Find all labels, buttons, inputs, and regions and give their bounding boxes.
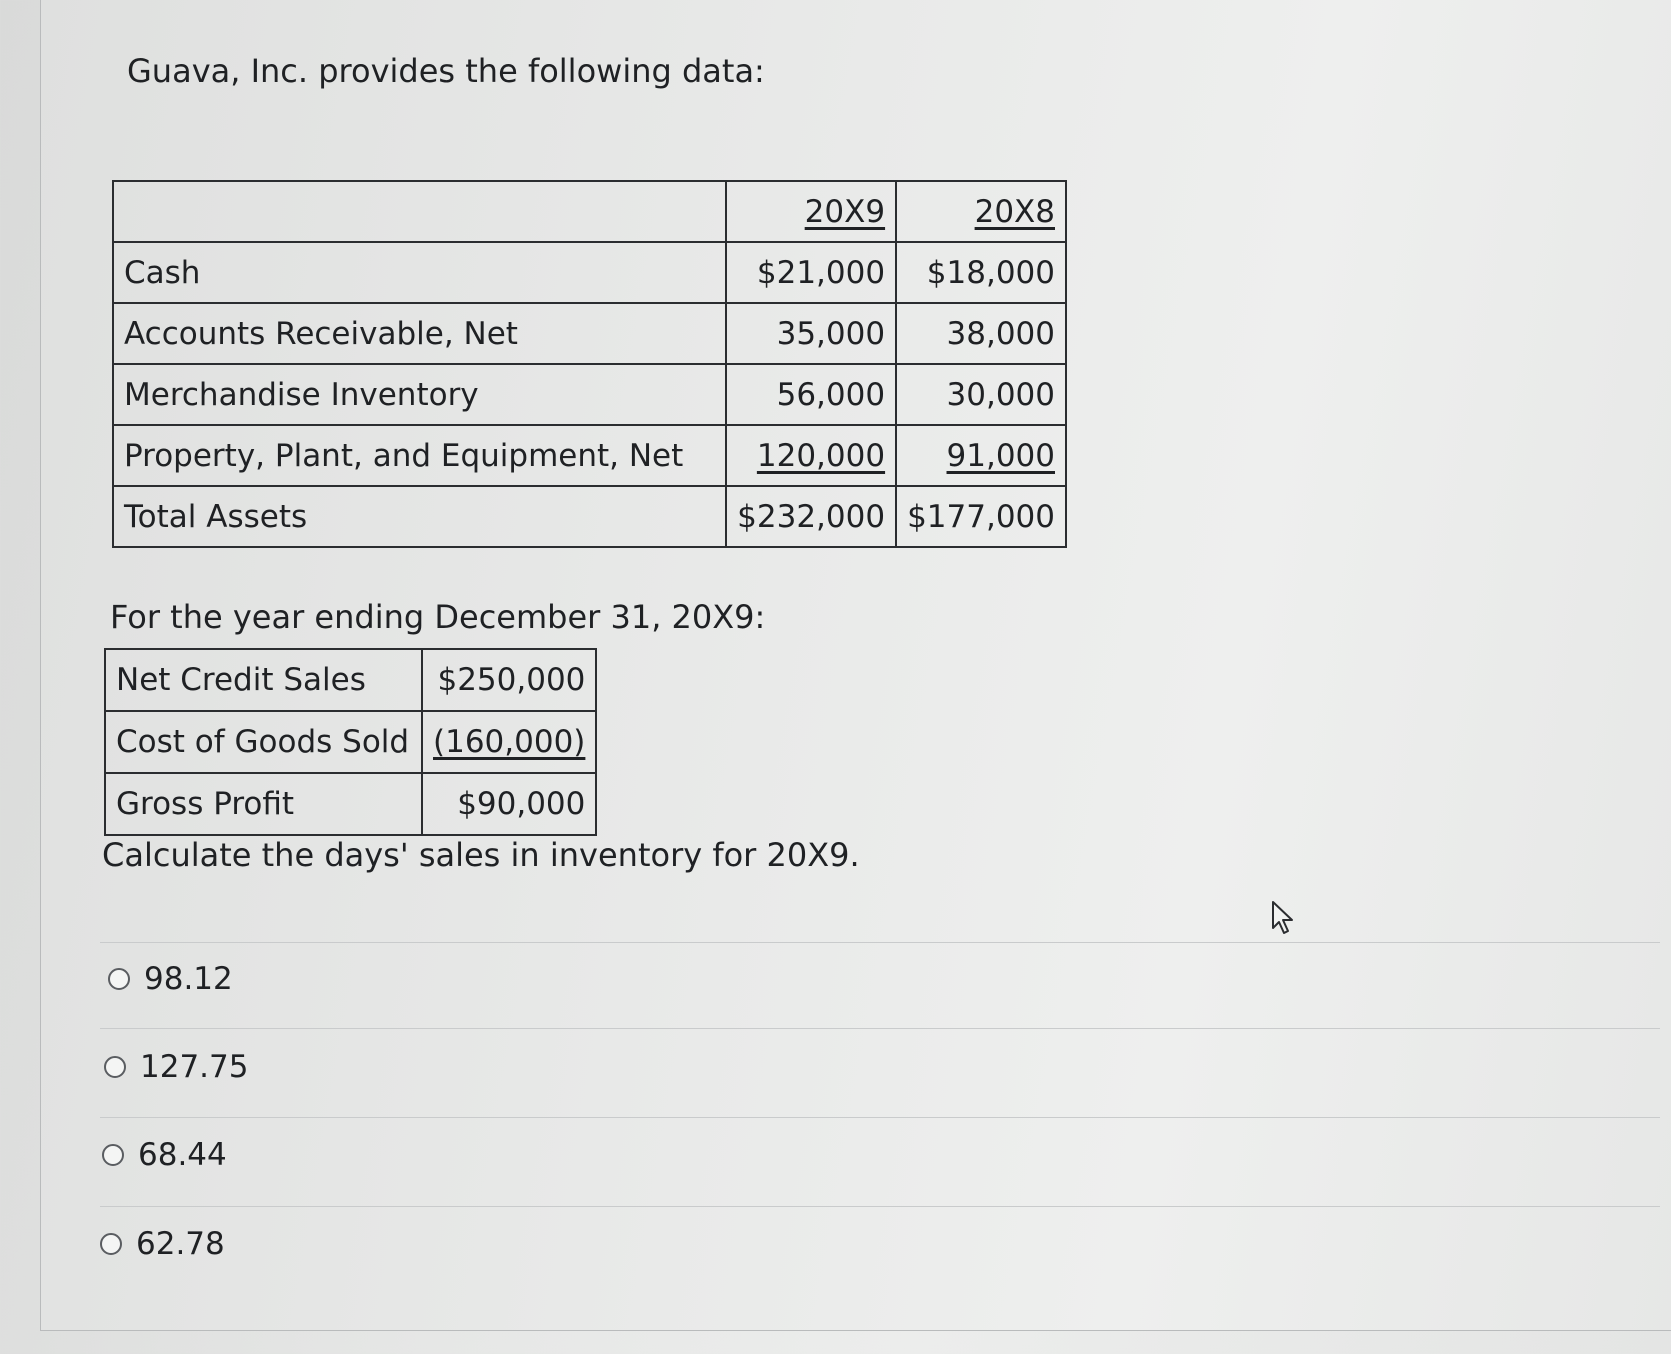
merchandise-inventory-20x9: 56,000 [726, 364, 896, 425]
income-heading: For the year ending December 31, 20X9: [110, 598, 766, 636]
row-label-net-credit-sales: Net Credit Sales [105, 649, 422, 711]
balance-sheet-table [112, 180, 1067, 548]
table-row [113, 486, 1066, 547]
answer-option-1[interactable] [108, 961, 233, 997]
radio-button-icon[interactable] [102, 1144, 124, 1166]
net-credit-sales-value: $250,000 [422, 649, 596, 711]
radio-button-icon[interactable] [104, 1056, 126, 1078]
cash-20x9: $21,000 [726, 242, 896, 303]
question-intro: Guava, Inc. provides the following data: [127, 52, 765, 90]
cash-20x8: $18,000 [896, 242, 1066, 303]
answer-option-3[interactable] [102, 1137, 227, 1173]
merchandise-inventory-20x8: 30,000 [896, 364, 1066, 425]
answer-option-label: 68.44 [138, 1137, 227, 1173]
row-label-merchandise-inventory: Merchandise Inventory [113, 364, 726, 425]
answer-option-4[interactable] [100, 1226, 225, 1262]
option-divider [100, 942, 1660, 943]
table-row [113, 425, 1066, 486]
table-header-row [113, 181, 1066, 242]
radio-button-icon[interactable] [108, 968, 130, 990]
mouse-pointer-icon [1270, 900, 1298, 936]
column-header-20x9: 20X9 [804, 193, 886, 230]
column-header-20x8: 20X8 [974, 193, 1055, 230]
cost-of-goods-sold-value: (160,000) [433, 724, 586, 760]
accounts-receivable-20x9: 35,000 [726, 303, 896, 364]
ppe-20x8: 91,000 [946, 437, 1055, 474]
option-divider [100, 1206, 1660, 1207]
table-row [105, 711, 596, 773]
option-divider [100, 1117, 1660, 1118]
question-prompt: Calculate the days' sales in inventory for 20X9. [102, 836, 860, 874]
option-divider [100, 1028, 1660, 1029]
table-row [113, 364, 1066, 425]
answer-option-label: 62.78 [136, 1226, 225, 1262]
row-label-cost-of-goods-sold: Cost of Goods Sold [105, 711, 422, 773]
table-row [113, 242, 1066, 303]
table-row [105, 773, 596, 835]
row-label-gross-profit: Gross Profit [105, 773, 422, 835]
ppe-20x9: 120,000 [756, 437, 886, 474]
radio-button-icon[interactable] [100, 1233, 122, 1255]
income-statement-table [104, 648, 597, 836]
table-row [105, 649, 596, 711]
total-assets-20x8: $177,000 [896, 486, 1066, 547]
table-header-blank [113, 181, 726, 242]
row-label-total-assets: Total Assets [113, 486, 726, 547]
row-label-cash: Cash [113, 242, 726, 303]
row-label-ppe: Property, Plant, and Equipment, Net [113, 425, 726, 486]
answer-option-label: 98.12 [144, 961, 233, 997]
row-label-accounts-receivable: Accounts Receivable, Net [113, 303, 726, 364]
accounts-receivable-20x8: 38,000 [896, 303, 1066, 364]
answer-option-label: 127.75 [140, 1049, 249, 1085]
answer-option-2[interactable] [104, 1049, 248, 1085]
table-row [113, 303, 1066, 364]
gross-profit-value: $90,000 [422, 773, 596, 835]
total-assets-20x9: $232,000 [726, 486, 896, 547]
